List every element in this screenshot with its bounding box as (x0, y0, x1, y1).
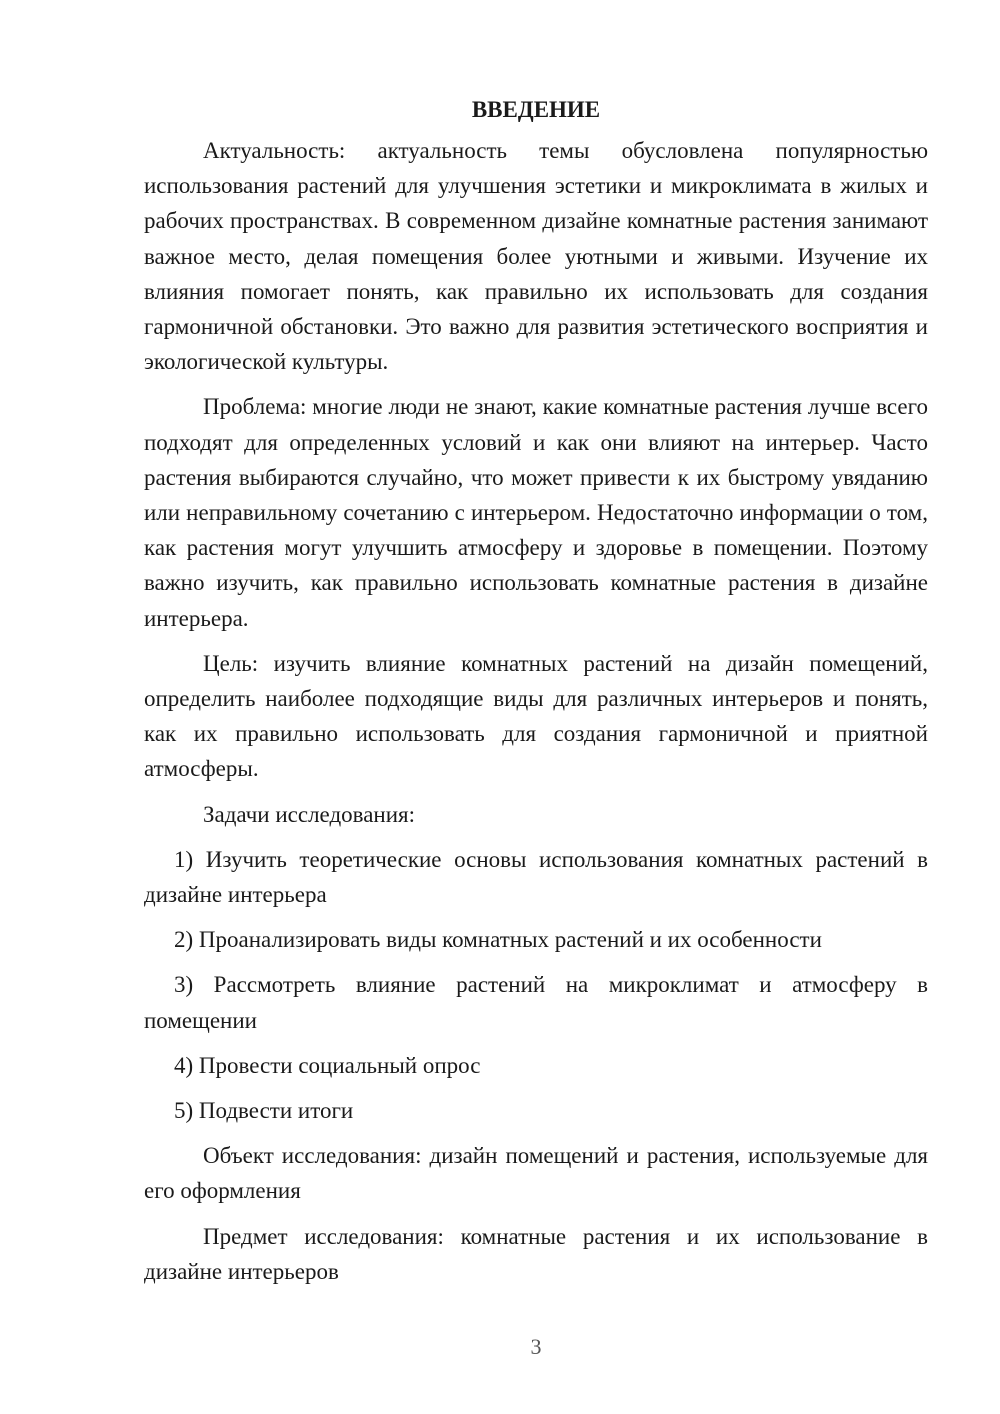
task-item-4: 4) Провести социальный опрос (174, 1052, 481, 1078)
page-title: ВВЕДЕНИЕ (471, 97, 601, 122)
page-content (144, 92, 928, 1299)
task-item-2: 2) Проанализировать виды комнатных растений и их особенности (174, 927, 822, 953)
paragraph-subject: Предмет исследования: комнатные растения и их использование в дизайне интерьеров (144, 1223, 928, 1284)
tasks-heading: Задачи исследования: (203, 801, 416, 827)
task-item-3: 3) Рассмотреть влияние растений на микроклимат и атмосферу в помещении (144, 972, 928, 1033)
paragraph-relevance: Актуальность: актуальность темы обусловлена популярностью использования растений для улучшения эстетики и микроклимата в жилых и рабочих пространствах. В современном дизайне комнатные растения занимают важное место, делая помещения более уютными и живыми. Изучение их влияния помогает понять, как правильно их использовать для создания гармоничной обстановки. Это важно для развития эстетического восприятия и экологической культуры. (144, 138, 928, 375)
paragraph-object: Объект исследования: дизайн помещений и растения, используемые для его оформления (144, 1143, 928, 1204)
paragraph-problem: Проблема: многие люди не знают, какие комнатные растения лучше всего подходят для определенных условий и как они влияют на интерьер. Часто растения выбираются случайно, что может привести к их быстрому увяданию или неправильному сочетанию с интерьером. Недостаточно информации о том, как растения могут улучшить атмосферу и здоровье в помещении. Поэтому важно изучить, как правильно использовать комнатные растения в дизайне интерьера. (144, 394, 928, 631)
task-item-1: 1) Изучить теоретические основы использования комнатных растений в дизайне интерьера (144, 846, 928, 908)
page-number: 3 (530, 1334, 542, 1359)
paragraph-goal: Цель: изучить влияние комнатных растений на дизайн помещений, определить наиболее подходящие виды для различных интерьеров и понять, как их правильно использовать для создания гармоничной и приятной атмосферы. (144, 650, 928, 782)
task-item-5: 5) Подвести итоги (174, 1098, 354, 1124)
